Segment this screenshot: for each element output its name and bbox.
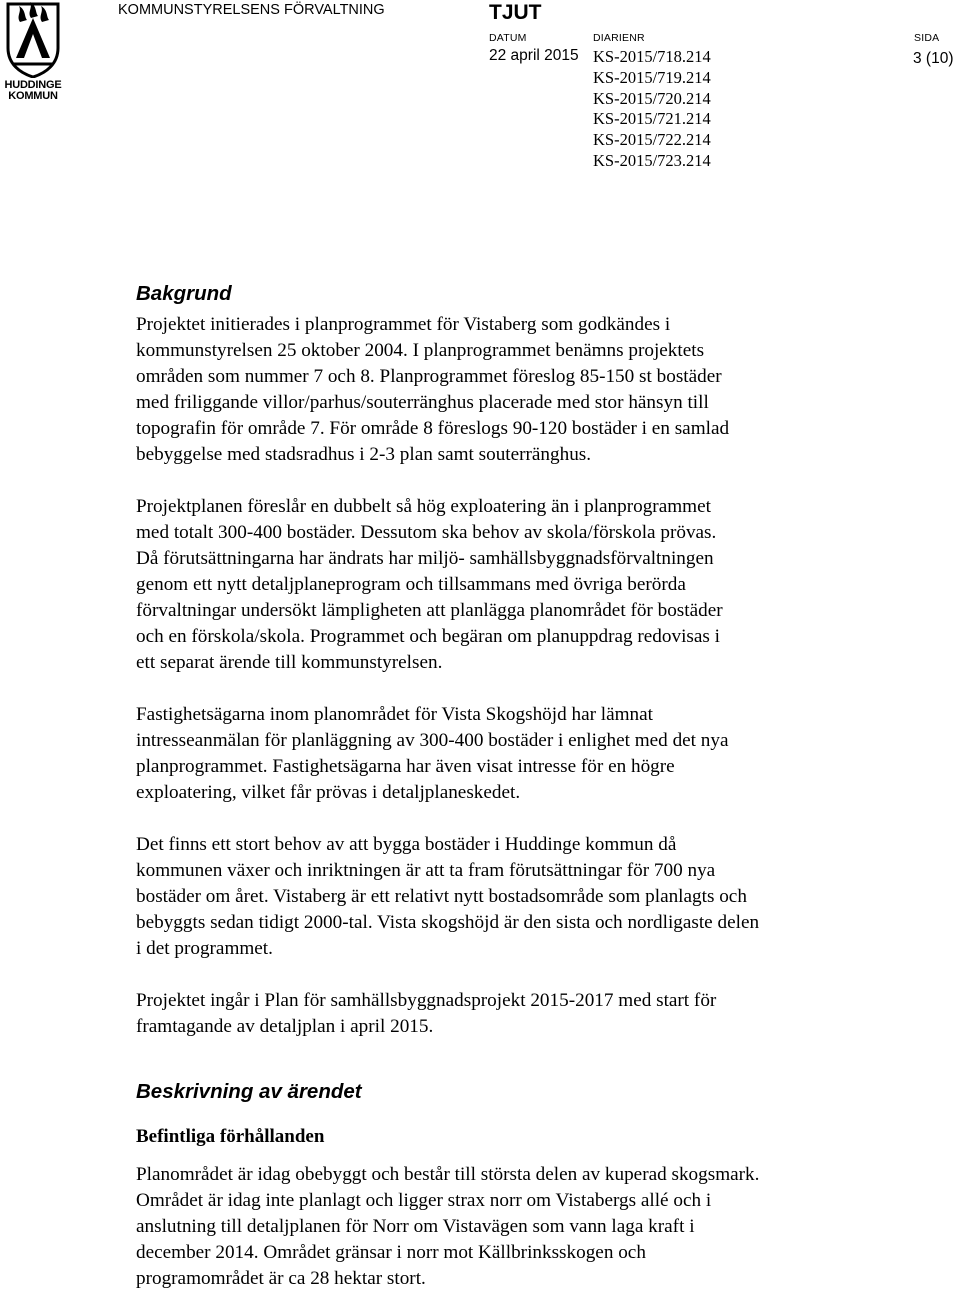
- text-line: exploatering, vilket får prövas i detaljplaneskedet.: [136, 782, 521, 803]
- subsection-heading-existing: Befintliga förhållanden: [136, 1126, 325, 1147]
- logo-text-line: HUDDINGE: [4, 79, 62, 91]
- section-heading-description: Beskrivning av ärendet: [136, 1080, 362, 1103]
- paragraph: [136, 494, 826, 676]
- diarienr-item: KS-2015/718.214: [593, 47, 711, 66]
- text-line: i det programmet.: [136, 938, 273, 959]
- text-line: Projektet ingår i Plan för samhällsbyggnadsprojekt 2015-2017 med start för: [136, 990, 717, 1011]
- page-label: SIDA: [914, 32, 940, 44]
- text-line: Projektplanen föreslår en dubbelt så hög exploatering än i planprogrammet: [136, 496, 711, 517]
- paragraph: [136, 702, 826, 806]
- text-line: kommunen växer och inriktningen är att ta fram förutsättningar för 700 nya: [136, 860, 716, 881]
- document-type: TJUT: [489, 1, 542, 24]
- text-line: framtagande av detaljplan i april 2015.: [136, 1016, 434, 1037]
- text-line: december 2014. Området gränsar i norr mot Källbrinksskogen och: [136, 1242, 646, 1263]
- organization-name: KOMMUNSTYRELSENS FÖRVALTNING: [118, 2, 385, 18]
- document-date: 22 april 2015: [489, 47, 579, 64]
- text-line: kommunstyrelsen 25 oktober 2004. I planprogrammet benämns projektets: [136, 340, 705, 361]
- paragraph: [136, 988, 826, 1040]
- paragraph: [136, 1162, 826, 1292]
- text-line: topografin för område 7. För område 8 föreslogs 90-120 bostäder i en samlad: [136, 418, 730, 439]
- diarienr-item: KS-2015/721.214: [593, 109, 711, 129]
- text-line: planprogrammet. Fastighetsägarna har även visat intresse för en högre: [136, 756, 675, 777]
- text-line: bebyggelse med stadsradhus i 2-3 plan samt souterränghus.: [136, 444, 592, 465]
- logo-text-line: KOMMUN: [8, 90, 58, 102]
- diarienr-item: KS-2015/722.214: [593, 130, 711, 150]
- logo-text: [2, 80, 64, 102]
- text-line: ett separat ärende till kommunstyrelsen.: [136, 652, 443, 673]
- text-line: områden som nummer 7 och 8. Planprogrammet föreslog 85-150 st bostäder: [136, 366, 722, 387]
- paragraph: [136, 832, 826, 962]
- paragraph: [136, 312, 826, 468]
- date-label: DATUM: [489, 32, 527, 44]
- text-line: med totalt 300-400 bostäder. Dessutom ska behov av skola/förskola prövas.: [136, 522, 717, 543]
- diarienr-label: DIARIENR: [593, 32, 645, 44]
- text-line: och en förskola/skola. Programmet och begäran om planuppdrag redovisas i: [136, 626, 720, 647]
- text-line: genom ett nytt detaljplaneprogram och tillsammans med övriga berörda: [136, 574, 686, 595]
- text-line: Projektet initierades i planprogrammet för Vistaberg som godkändes i: [136, 314, 671, 335]
- text-line: Området är idag inte planlagt och ligger strax norr om Vistabergs allé och i: [136, 1190, 712, 1211]
- text-line: anslutning till detaljplanen för Norr om Vistavägen som vann laga kraft i: [136, 1216, 695, 1237]
- text-line: bostäder om året. Vistaberg är ett relativt nytt bostadsområde som planlagts och: [136, 886, 747, 907]
- text-line: Planområdet är idag obebyggt och består till största delen av kuperad skogsmark.: [136, 1164, 760, 1185]
- text-line: programområdet är ca 28 hektar stort.: [136, 1268, 426, 1289]
- diarienr-item: KS-2015/720.214: [593, 88, 711, 108]
- text-line: med friliggande villor/parhus/souterränghus placerade med stor hänsyn till: [136, 392, 709, 413]
- page-number: 3 (10): [913, 50, 954, 67]
- diarienr-item: KS-2015/723.214: [593, 150, 711, 170]
- text-line: Då förutsättningarna har ändrats har miljö- samhällsbyggnadsförvaltningen: [136, 548, 714, 569]
- coat-of-arms-icon: [2, 0, 64, 78]
- text-line: Det finns ett stort behov av att bygga bostäder i Huddinge kommun då: [136, 834, 677, 855]
- document-body: [136, 280, 826, 1292]
- text-line: intresseanmälan för planläggning av 300-400 bostäder i enlighet med det nya: [136, 730, 729, 751]
- diarienr-item: KS-2015/719.214: [593, 67, 711, 87]
- municipality-logo: [2, 0, 64, 106]
- diarienr-list: [593, 47, 711, 172]
- section-heading-background: Bakgrund: [136, 282, 232, 305]
- text-line: förvaltningar undersökt lämpligheten att planlägga planområdet för bostäder: [136, 600, 723, 621]
- text-line: Fastighetsägarna inom planområdet för Vista Skogshöjd har lämnat: [136, 704, 653, 725]
- text-line: bebyggts sedan tidigt 2000-tal. Vista skogshöjd är den sista och nordligaste delen: [136, 912, 760, 933]
